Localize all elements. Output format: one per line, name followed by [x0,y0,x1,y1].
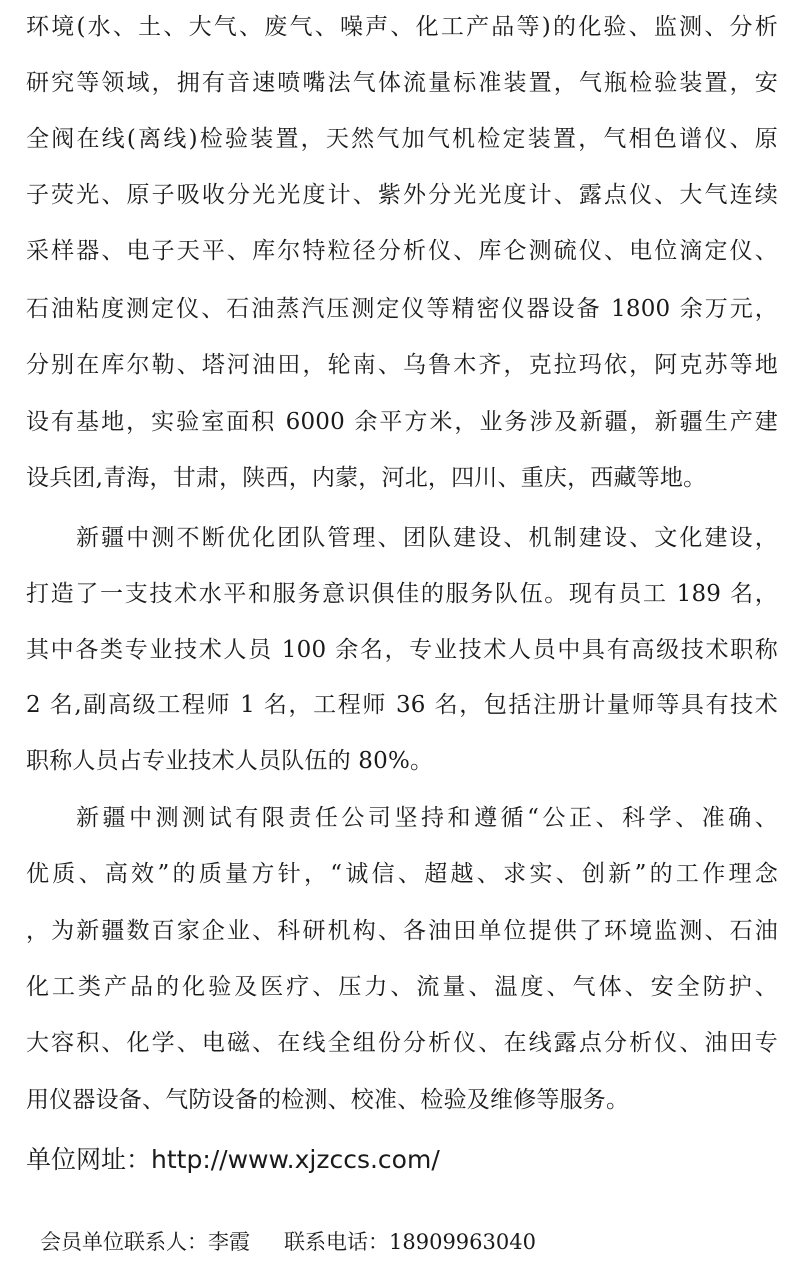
text-line: 2 名,副高级工程师 1 名，工程师 36 名，包括注册计量师等具有技术 [26,692,778,718]
text-line: 全阀在线(离线)检验装置，天然气加气机检定装置，气相色谱仪、原 [26,126,778,152]
text-line: 设有基地，实验室面积 6000 余平方米，业务涉及新疆，新疆生产建 [26,409,778,435]
text-line: ，为新疆数百家企业、科研机构、各油田单位提供了环境监测、石油 [26,918,778,944]
contact-phone-label: 联系电话： [284,1230,389,1254]
text-line: 石油粘度测定仪、石油蒸汽压测定仪等精密仪器设备 1800 余万元， [26,296,778,322]
contact-person-name: 李霞 [208,1230,250,1254]
contact-person-label: 会员单位联系人： [40,1230,208,1254]
contact-row [40,1227,536,1257]
text-line: 新疆中测测试有限责任公司坚持和遵循“公正、科学、准确、 [76,805,778,831]
website-link[interactable]: http://www.xjzccs.com/ [151,1145,440,1174]
text-line: 设兵团,青海，甘肃，陕西，内蒙，河北，四川、重庆，西藏等地。 [26,465,707,491]
text-line: 子荧光、原子吸收分光光度计、紫外分光光度计、露点仪、大气连续 [26,182,778,208]
text-line: 其中各类专业技术人员 100 余名，专业技术人员中具有高级技术职称 [26,637,778,663]
text-line: 研究等领域，拥有音速喷嘴法气体流量标准装置，气瓶检验装置，安 [26,70,778,96]
text-line: 化工类产品的化验及医疗、压力、流量、温度、气体、安全防护、 [26,974,778,1000]
contact-phone-number: 18909963040 [389,1230,536,1254]
text-line: 新疆中测不断优化团队管理、团队建设、机制建设、文化建设， [76,525,778,551]
website-row [26,1143,440,1177]
text-line: 大容积、化学、电磁、在线全组份分析仪、在线露点分析仪、油田专 [26,1030,778,1056]
text-line: 用仪器设备、气防设备的检测、校准、检验及维修等服务。 [26,1087,630,1113]
text-line: 环境(水、土、大气、废气、噪声、化工产品等)的化验、监测、分析 [26,14,778,40]
text-line: 优质、高效”的质量方针，“诚信、超越、求实、创新”的工作理念 [26,861,778,887]
text-line: 分别在库尔勒、塔河油田，轮南、乌鲁木齐，克拉玛依，阿克苏等地 [26,352,778,378]
text-line: 职称人员占专业技术人员队伍的 80%。 [26,748,434,774]
website-label: 单位网址： [26,1145,152,1174]
text-line: 打造了一支技术水平和服务意识俱佳的服务队伍。现有员工 189 名， [26,581,778,607]
text-line: 采样器、电子天平、库尔特粒径分析仪、库仑测硫仪、电位滴定仪、 [26,238,778,264]
